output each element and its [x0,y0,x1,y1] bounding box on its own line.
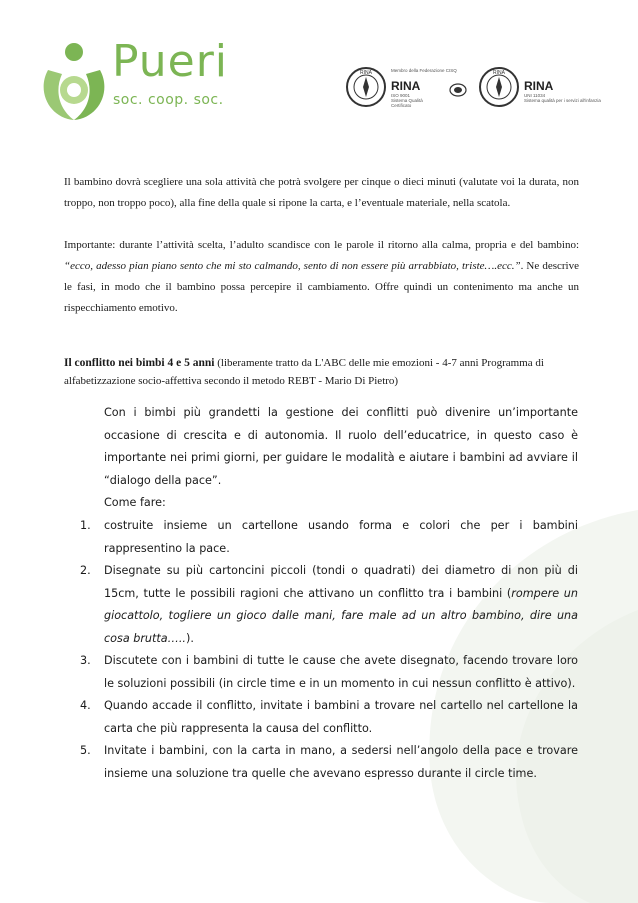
step-text: costruite insieme un cartellone usando forma e colori che per i bambini rappresentino la pace. [104,519,578,555]
list-item [80,560,578,650]
pueri-logo-icon [40,40,108,122]
certification-badge-2 [478,66,604,110]
list-item [80,515,578,560]
important-text-end: . Ne descrive le fasi, in modo che il bambino possa percepire il cambiamento. Offre quindi un contenimento ma anche un rispecchiamento emotivo. [64,260,579,314]
list-item [80,740,578,785]
cert-brand: RINA [524,79,554,93]
step-examples: rompere un giocattolo, togliere un gioco dalle mani, fare male ad un altro bambino, dire una cosa brutta….. [104,586,578,645]
list-item [80,650,578,695]
rina-seal-icon [478,66,520,108]
important-text-start: Importante: durante l’attività scelta, l’adulto scandisce con le parole il ritorno alla calma, propria e del bambino: [64,239,579,251]
logo-wordmark: Pueri [112,36,229,87]
certification-badge-1 [345,66,473,110]
cert-standard: ISO 9001 Sistema Qualità Certificato [391,93,423,108]
step-number: 1. [80,519,91,532]
section-intro [104,402,578,515]
step-text: Invitate i bambini, con la carta in mano, a sedersi nell’angolo della pace e trovare insieme una soluzione tra quelle che avevano espresso durante il circle time. [104,744,578,780]
step-text: Quando accade il conflitto, invitate i bambini a trovare nel cartello nel cartellone la carta che più rappresenta la causa del conflitto. [104,699,578,735]
list-item [80,695,578,740]
step-number: 2. [80,564,91,577]
step-text: Disegnate su più cartoncini piccoli (tondi o quadrati) dei diametro di non più di 15cm, tutte le possibili ragioni che attivano un conflitto tra i bambini ( [104,564,578,600]
step-number: 3. [80,654,91,667]
section-title-bold: Il conflitto nei bimbi 4 e 5 anni [64,357,215,369]
page-header [0,0,638,135]
section-intro-text: Con i bimbi più grandetti la gestione dei conflitti può divenire un’importante occasione di crescita e di autonomia. Il ruolo dell’educatrice, in questo caso è importante nei primi giorni, per guidare le modalità e aiutare i bambini ad avviare il “dialogo della pace”. [104,406,578,487]
seal-text: RINA [360,70,372,76]
steps-list [80,515,578,785]
cert-note: Membro della Federazione CISQ [391,68,457,73]
step-text-end: ). [185,631,194,645]
rina-seal-icon [345,66,387,108]
cisq-badge-icon [449,83,467,97]
seal-text: RINA [493,70,505,76]
step-number: 5. [80,744,91,757]
step-text: Discutete con i bambini di tutte le cause che avete disegnato, facendo trovare loro le soluzioni possibili (in circle time e in un momento in cui nessun conflitto è attivo). [104,654,578,690]
important-quote: “ecco, adesso pian piano sento che mi sto calmando, sento di non essere più arrabbiato, triste….ecc.” [64,260,521,272]
section-title-source: (liberamente tratto da L'ABC delle mie emozioni - 4-7 anni Programma di alfabetizzazione socio-affettiva secondo il metodo REBT - Mario Di Pietro) [64,357,544,387]
how-to-label: Come fare: [104,496,166,509]
important-paragraph [64,235,579,319]
cert-standard: UNI 11034 Sistema qualità per i servizi all'infanzia [524,93,601,103]
step-number: 4. [80,699,91,712]
section-title [64,354,584,390]
logo-subtitle: soc. coop. soc. [113,92,224,108]
cert-brand: RINA [391,79,421,93]
intro-paragraph: Il bambino dovrà scegliere una sola attività che potrà svolgere per cinque o dieci minuti (valutate voi la durata, non troppo, non troppo poco), alla fine della quale si ripone la carta, e l’eventuale materiale, nella scatola. [64,176,579,209]
